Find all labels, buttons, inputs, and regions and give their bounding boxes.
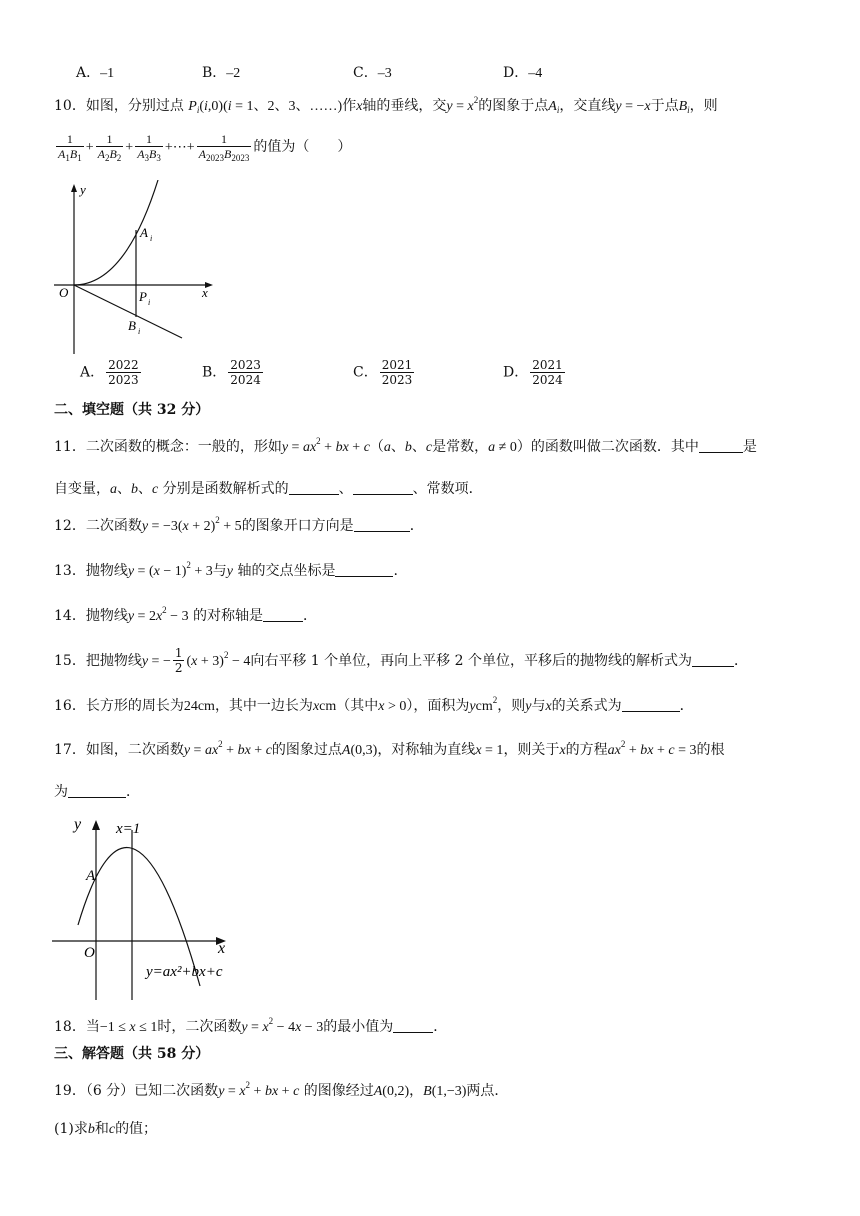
q17-label-x: x xyxy=(218,940,226,957)
q10-label-b: B xyxy=(128,318,136,333)
q13: 13．抛物线$y = (x - 1)^2 + 3$与y 轴的交点坐标是 . xyxy=(54,560,398,579)
q17-line1: 17．如图，二次函数$y = ax^2$ + bx + c的图象过点A(0,3)，对称轴为直线x = 1，则关于x的方程$ax^2$ + bx + c = 3的根 xyxy=(54,739,725,758)
q9-option-b: B．–2 xyxy=(202,65,241,81)
q15-blank[interactable] xyxy=(692,652,734,667)
q14: 14．抛物线$y = 2x^2 - 3$ 的对称轴是 ． xyxy=(54,605,318,624)
q17-blank[interactable] xyxy=(68,783,126,798)
q15: 15．把抛物线y = − $\frac{1}{2}$ $(x + 3)^2 - 4$向右平移 1 个单位，再向上平移 2 个单位，平移后的抛物线的解析式为 ． xyxy=(54,646,748,676)
q17-label-o: O xyxy=(84,945,95,961)
section-2-title: 二、填空题（共 32 分） xyxy=(54,402,210,418)
q14-blank[interactable] xyxy=(263,607,303,622)
q19-part-1: (1)求b和c的值； xyxy=(54,1121,158,1137)
q17-label-curve: y=ax²+bx+c xyxy=(146,964,223,980)
q11-blank-1[interactable] xyxy=(699,438,743,453)
q11-blank-3[interactable] xyxy=(353,480,413,495)
q19: 19．（6 分）已知二次函数$y = x^2$ + bx + c 的图像经过A(0,2)，B(1,−3)两点． xyxy=(54,1080,509,1099)
q18: 18．当−1 ≤ x ≤ 1时，二次函数$y = x^2 - 4x - 3$的最小值为 ． xyxy=(54,1016,448,1035)
q16-blank[interactable] xyxy=(622,697,680,712)
q17-label-a: A xyxy=(86,868,96,884)
q10-option-a: A． $\frac{2022}{2023}$ xyxy=(80,358,139,387)
q10-option-c: C． $\frac{2021}{2023}$ xyxy=(353,358,413,387)
q10-label-y: y xyxy=(80,182,86,197)
q10-label-b-sub: i xyxy=(138,327,141,336)
q10-label-o: O xyxy=(59,285,69,300)
q10-label-a: A xyxy=(140,225,148,240)
q9-option-d: D．–4 xyxy=(503,65,543,81)
q17-line2: 为 ． xyxy=(54,784,140,800)
q17-label-axis: x=1 xyxy=(116,821,141,837)
q18-blank[interactable] xyxy=(393,1018,433,1033)
q10-option-d: D． $\frac{2021}{2024}$ xyxy=(503,358,563,387)
q11-line1: 11．二次函数的概念：一般的，形如$y = ax^2$ + bx + c（a、b、c是常数，a ≠ 0）的函数叫做二次函数．其中 是 xyxy=(54,436,757,455)
q10-label-a-sub: i xyxy=(150,234,153,243)
q10-figure xyxy=(50,180,220,360)
section-3-title: 三、解答题（共 58 分） xyxy=(54,1046,210,1062)
q10-label-x: x xyxy=(202,285,208,300)
q10-label-p-sub: i xyxy=(148,298,151,307)
q12: 12．二次函数$y = -3(x + 2)^2 + 5$的图象开口方向是 ． xyxy=(54,515,424,534)
q9-option-c: C．–3 xyxy=(353,65,392,81)
q11-line2: 自变量，a、b、c 分别是函数解析式的 、 、常数项． xyxy=(54,481,483,497)
q17-label-y: y xyxy=(74,816,82,833)
q12-blank[interactable] xyxy=(354,517,410,532)
q16: 16．长方形的周长为24cm，其中一边长为xcm（其中x > 0），面积为ycm$^2$，则y与x的关系式为 ． xyxy=(54,695,694,714)
q13-blank[interactable] xyxy=(335,562,393,577)
q11-blank-2[interactable] xyxy=(289,480,339,495)
q9-option-a: A．–1 xyxy=(76,65,115,81)
q10-line1: 10．如图，分别过点 $P_i(i,0)(i = 1$、2、3、……)作x轴的垂线，交$y = x^2$的图象于点$A_i$，交直线y = −x于点$B_i$，则 xyxy=(54,95,718,115)
q10-label-p: P xyxy=(139,289,147,304)
q10-option-b: B． $\frac{2023}{2024}$ xyxy=(202,358,261,387)
q10-line2: $\frac{1}{A_1B_1}$ + $\frac{1}{A_2B_2}$ + $\frac{1}{A_3B_3}$ +⋯+ $\frac{1}{A_{2023}B_{2023}}$ 的值为（ ） xyxy=(58,132,352,164)
q17-figure xyxy=(50,812,240,1004)
